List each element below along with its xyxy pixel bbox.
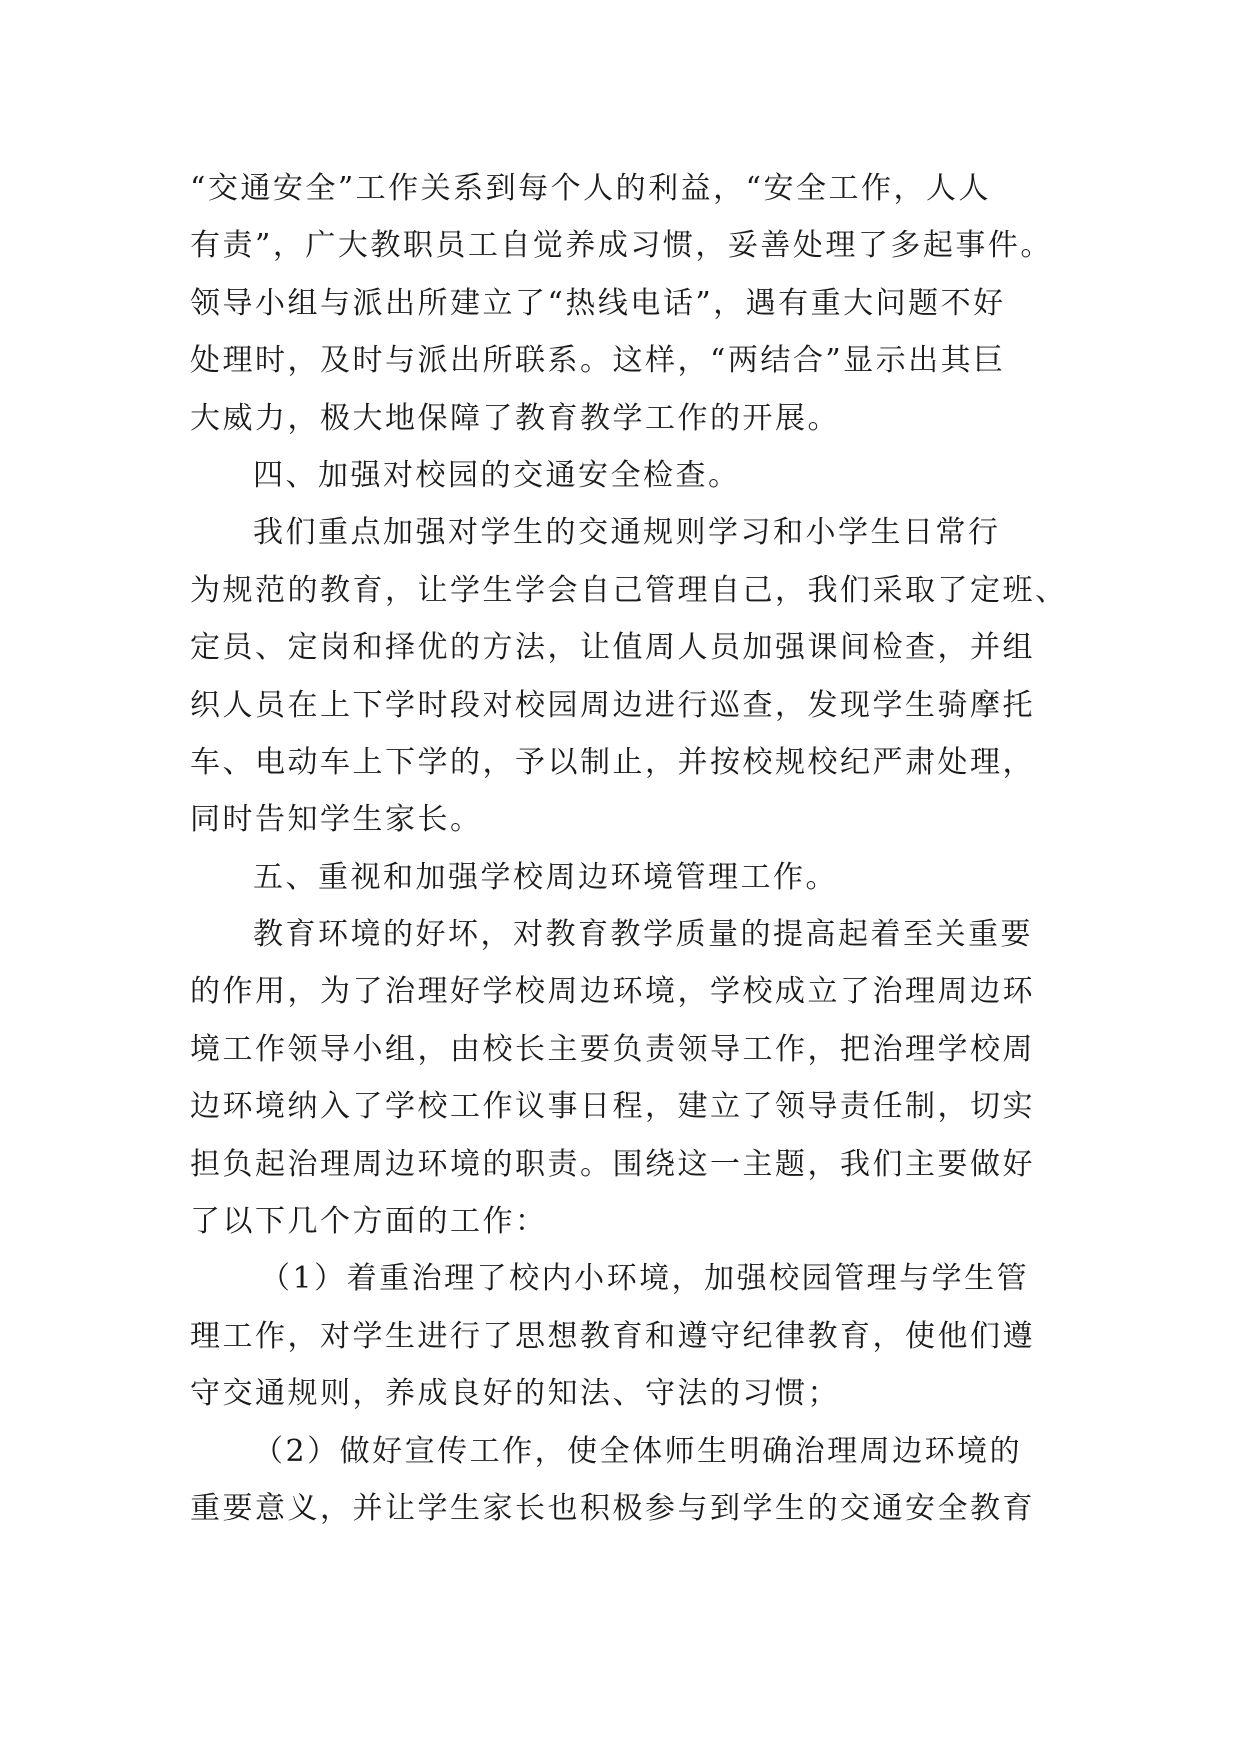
list-item: （1）着重治理了校内小环境，加强校园管理与学生管	[260, 1261, 1030, 1297]
text-line: 的作用，为了治理好学校周边环境，学校成立了治理周边环	[190, 974, 1035, 1010]
text-line: 教育环境的好坏，对教育教学质量的提高起着至关重要	[253, 917, 1033, 953]
text-line: 同时告知学生家长。	[190, 802, 483, 838]
text-line: 守交通规则，养成良好的知法、守法的习惯；	[190, 1376, 840, 1412]
text-line: “交通安全”工作关系到每个人的利益，“安全工作，人人	[190, 171, 992, 206]
text-line: 车、电动车上下学的，予以制止，并按校规校纪严肃处理，	[190, 744, 1035, 780]
text-line: 有责”，广大教职员工自觉养成习惯，妥善处理了多起事件。	[190, 228, 1053, 264]
text-line: 处理时，及时与派出所联系。这样，“两结合”显示出其巨	[190, 343, 1006, 379]
text-line: 重要意义，并让学生家长也积极参与到学生的交通安全教育	[190, 1490, 1035, 1526]
section-heading: 四、加强对校园的交通安全检查。	[253, 457, 741, 493]
document-body	[190, 160, 1068, 1537]
text-line: 大威力，极大地保障了教育教学工作的开展。	[190, 400, 840, 436]
text-line: 定员、定岗和择优的方法，让值周人员加强课间检查，并组	[190, 630, 1035, 666]
section-heading: 五、重视和加强学校周边环境管理工作。	[253, 859, 838, 895]
text-line: 领导小组与派出所建立了“热线电话”，遇有重大问题不好	[190, 285, 1006, 321]
text-line: 理工作，对学生进行了思想教育和遵守纪律教育，使他们遵	[190, 1318, 1035, 1354]
text-line: 境工作领导小组，由校长主要负责领导工作，把治理学校周	[190, 1031, 1035, 1067]
list-item: （2）做好宣传工作，使全体师生明确治理周边环境的	[253, 1433, 1023, 1469]
text-line: 织人员在上下学时段对校园周边进行巡查，发现学生骑摩托	[190, 687, 1035, 723]
text-line: 了以下几个方面的工作：	[190, 1204, 548, 1240]
text-line: 边环境纳入了学校工作议事日程，建立了领导责任制，切实	[190, 1089, 1035, 1125]
text-line: 担负起治理周边环境的职责。围绕这一主题，我们主要做好	[190, 1146, 1035, 1182]
text-line: 为规范的教育，让学生学会自己管理自己，我们采取了定班、	[190, 572, 1068, 608]
text-line: 我们重点加强对学生的交通规则学习和小学生日常行	[253, 515, 1001, 551]
